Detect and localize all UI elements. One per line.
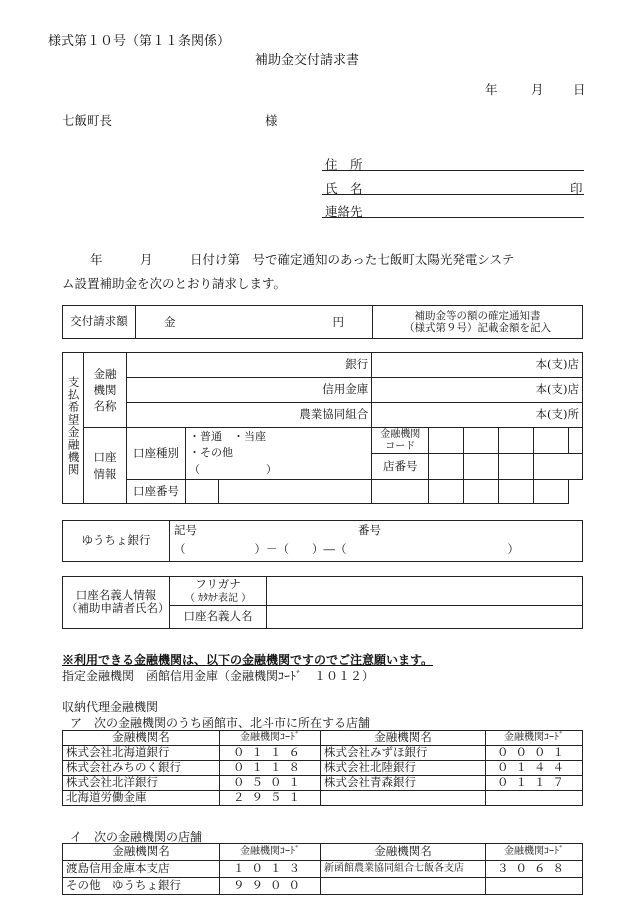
bango-label: 番号 [358, 523, 381, 537]
name-line[interactable] [322, 194, 584, 195]
holder-name-label: 口座名義人名 [170, 605, 267, 628]
table-a-header-3: 金融機関名 [321, 731, 486, 746]
yucho-label: ゆうちょ銀行 [63, 521, 170, 562]
section-i-title: イ 次の金融機関の店舗 [70, 830, 203, 844]
table-i [62, 843, 583, 895]
contact-label: 連絡先 [325, 204, 363, 219]
table-a-header-4: 金融機関ｺｰﾄﾞ [486, 731, 583, 746]
table-i-header-3: 金融機関名 [321, 844, 486, 861]
name-label: 氏 名 [325, 181, 363, 196]
form-number: 様式第１０号（第１１条関係） [48, 34, 231, 49]
account-no-box-5[interactable] [464, 480, 499, 504]
inst-code-label: 金融機関コード [372, 428, 429, 454]
table-cell: ０１１６ [220, 746, 321, 761]
agency-title: 収納代理金融機関 [62, 700, 159, 714]
inst-code-box-3[interactable] [499, 428, 534, 454]
kin-label: 金 [164, 315, 176, 329]
table-cell: 株式会社北陸銀行 [321, 761, 486, 776]
table-row [63, 776, 583, 791]
table-cell: ０５０１ [220, 776, 321, 791]
bank-table [62, 352, 583, 504]
table-i-header-4: 金融機関ｺｰﾄﾞ [486, 844, 583, 861]
table-cell: その他 ゆうちょ銀行 [63, 878, 220, 895]
addressee-name: 七飯町長 [62, 113, 113, 128]
table-cell [486, 791, 583, 806]
table-cell: 北海道労働金庫 [63, 791, 220, 806]
bank-name-field[interactable]: 銀行 [127, 353, 372, 378]
table-cell: ０１１８ [220, 761, 321, 776]
table-cell: 渡島信用金庫本支店 [63, 861, 220, 878]
branch-no-box-1[interactable] [429, 454, 464, 480]
yucho-number-field[interactable] [170, 521, 583, 562]
account-type-options[interactable]: ・普通 ・当座 ・その他 （ ） [186, 428, 372, 480]
addressee-honorific: 様 [265, 113, 278, 128]
account-no-box-4[interactable] [429, 480, 464, 504]
bank-side-label: 支払希望金融機関 [63, 353, 84, 504]
inst-code-box-1[interactable] [429, 428, 464, 454]
inst-code-box-4[interactable] [534, 428, 569, 454]
table-cell: ０１４４ [486, 761, 583, 776]
branch-no-box-2[interactable] [464, 454, 499, 480]
table-cell: １０１３ [220, 861, 321, 878]
address-label: 住 所 [325, 157, 363, 172]
table-cell: ９９００ [220, 878, 321, 895]
table-i-header-1: 金融機関名 [63, 844, 220, 861]
table-cell: 株式会社北洋銀行 [63, 776, 220, 791]
holder-name-field[interactable] [267, 605, 583, 628]
account-no-box-1[interactable] [186, 480, 219, 504]
table-cell [321, 791, 486, 806]
date-day: 日 [573, 82, 586, 97]
table-cell: 株式会社みちのく銀行 [63, 761, 220, 776]
body-line-2: ム設置補助金を次のとおり請求します。 [62, 276, 287, 291]
table-a-header-1: 金融機関名 [63, 731, 220, 746]
table-row [63, 746, 583, 761]
table-cell: 新函館農業協同組合七飯各支店 [321, 861, 486, 878]
notice-text: ※利用できる金融機関は、以下の金融機関ですのでご注意願います。 [62, 653, 434, 667]
nokyo-branch-field[interactable]: 本(支)所 [372, 403, 583, 428]
table-row [63, 861, 583, 878]
holder-table [62, 576, 583, 629]
amount-label: 交付請求額 [63, 306, 136, 339]
account-no-box-7[interactable] [534, 480, 569, 504]
table-row [63, 878, 583, 895]
table-cell: 株式会社みずほ銀行 [321, 746, 486, 761]
amount-field[interactable] [136, 306, 373, 339]
date-year: 年 [485, 82, 498, 97]
table-i-header-2: 金融機関ｺｰﾄﾞ [220, 844, 321, 861]
holder-label: 口座名義人情報 （補助申請者氏名） [63, 577, 170, 629]
bank-branch-field[interactable]: 本(支)店 [372, 353, 583, 378]
yucho-format: （ ）－（ ）―（ ） [174, 542, 519, 556]
contact-line[interactable] [322, 217, 584, 218]
address-line[interactable] [322, 170, 584, 171]
furigana-field[interactable] [267, 577, 583, 606]
furigana-label: フリガナ （ ｶﾀｶﾅ表記 ） [170, 577, 267, 606]
form-title: 補助金交付請求書 [255, 53, 360, 68]
nokyo-name-field[interactable]: 農業協同組合 [127, 403, 372, 428]
seal-mark: 印 [570, 181, 583, 196]
yen-label: 円 [332, 315, 344, 329]
account-info-label: 口座情報 [84, 428, 127, 504]
inst-name-label: 金融機関名称 [84, 353, 127, 428]
table-a [62, 730, 583, 806]
table-row [63, 791, 583, 806]
table-row [63, 761, 583, 776]
account-no-box-2[interactable] [219, 480, 372, 504]
account-no-box-3[interactable] [372, 480, 429, 504]
inst-code-box-2[interactable] [464, 428, 499, 454]
shinkin-branch-field[interactable]: 本(支)店 [372, 378, 583, 403]
table-a-header-2: 金融機関ｺｰﾄﾞ [220, 731, 321, 746]
amount-table [62, 305, 583, 339]
table-cell: 株式会社青森銀行 [321, 776, 486, 791]
body-line-1: 年 月 日付け第 号で確定通知のあった七飯町太陽光発電システ [90, 252, 515, 267]
account-no-box-6[interactable] [499, 480, 534, 504]
table-cell: ０００１ [486, 746, 583, 761]
amount-note: 補助金等の額の確定通知書 （様式第９号）記載金額を記入 [373, 306, 583, 339]
table-cell [321, 878, 486, 895]
table-cell: ３０６８ [486, 861, 583, 878]
date-month: 月 [531, 82, 544, 97]
kigo-label: 記号 [174, 523, 197, 537]
table-cell: 株式会社北海道銀行 [63, 746, 220, 761]
branch-no-box-3[interactable] [499, 454, 534, 480]
branch-no-label: 店番号 [372, 454, 429, 480]
account-type-label: 口座種別 [127, 428, 186, 480]
designated-institution: 指定金融機関 函館信用金庫（金融機関ｺｰﾄﾞ １０１２） [62, 669, 375, 683]
section-a-title: ア 次の金融機関のうち函館市、北斗市に所在する店舗 [70, 716, 371, 730]
branch-no-extra [534, 454, 583, 480]
yucho-table [62, 520, 583, 562]
table-cell [486, 878, 583, 895]
account-no-label: 口座番号 [127, 480, 186, 504]
table-cell: ２９５１ [220, 791, 321, 806]
inst-code-extra [569, 428, 583, 454]
table-cell: ０１１７ [486, 776, 583, 791]
shinkin-name-field[interactable]: 信用金庫 [127, 378, 372, 403]
